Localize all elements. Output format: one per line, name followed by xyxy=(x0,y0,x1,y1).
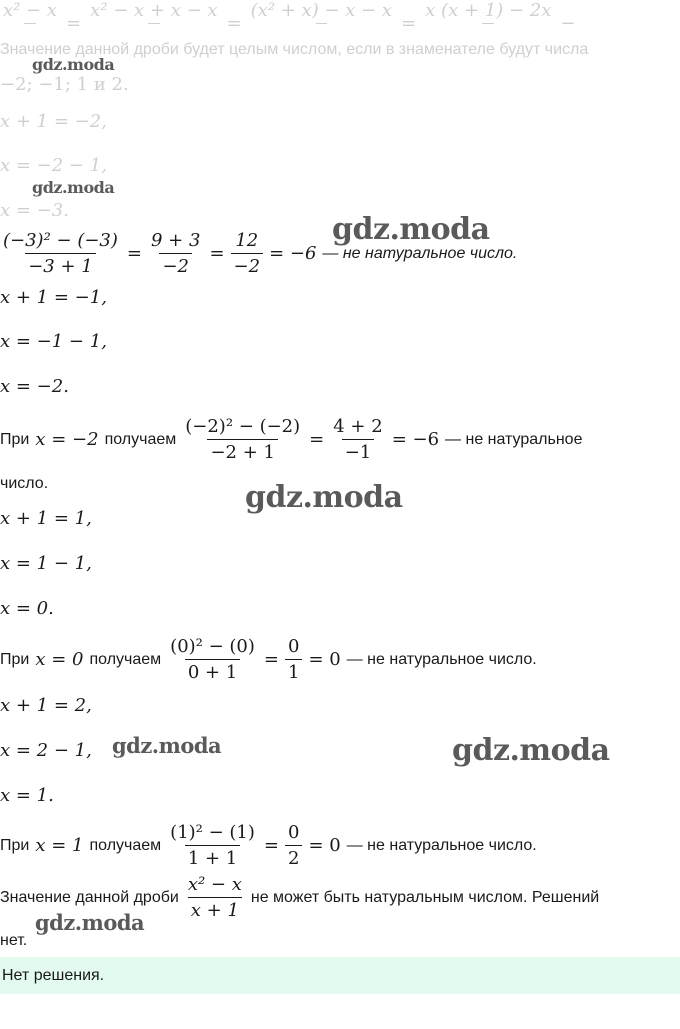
fraction-numerator: 12 xyxy=(235,230,259,251)
fraction-denominator: 0 + 1 xyxy=(185,659,240,683)
result-value: = −6 xyxy=(269,243,317,264)
note-text: — не натуральное число. xyxy=(346,836,537,854)
answer-text: Нет решения. xyxy=(2,966,105,984)
fraction-denominator: −2 + 1 xyxy=(207,439,278,463)
watermark-logo: gdz.moda xyxy=(32,55,115,74)
fraction xyxy=(285,822,302,869)
fraction-numerator: x² − x + x − x xyxy=(90,0,218,21)
fraction-numerator: (−3)² − (−3) xyxy=(3,230,118,251)
equation-line: x = 0. xyxy=(0,598,54,619)
result-value: = −6 xyxy=(391,429,440,450)
fraction xyxy=(148,230,203,277)
fraction xyxy=(167,822,258,869)
fraction-denominator: −3 + 1 xyxy=(25,253,96,277)
fraction-denominator: −2 xyxy=(231,253,264,277)
conclusion-prefix: Значение данной дроби xyxy=(0,888,179,906)
fraction-numerator: (x² + x) − x − x xyxy=(250,0,393,21)
result-value: = 0 xyxy=(308,835,341,856)
top-equation-row xyxy=(0,0,575,47)
conclusion-end: нет. xyxy=(0,932,28,949)
fraction-numerator: 9 + 3 xyxy=(151,230,201,251)
condition: x = 1 xyxy=(35,835,84,856)
fraction xyxy=(285,636,302,683)
fraction xyxy=(231,230,264,277)
verb-text: получаем xyxy=(89,650,162,668)
candidate-values: −2; −1; 1 и 2. xyxy=(0,74,129,95)
condition: x = −2 xyxy=(35,429,99,450)
equals-sign: = xyxy=(66,13,82,34)
note-continuation: число. xyxy=(0,475,49,492)
answer-box xyxy=(0,957,680,994)
equation-line: x = −3. xyxy=(0,200,69,221)
fraction-2 xyxy=(87,0,220,47)
prefix-text: При xyxy=(0,836,30,854)
equals-sign: = xyxy=(263,649,280,670)
equals-sign: = xyxy=(401,13,417,34)
equation-line: x + 1 = 1, xyxy=(0,508,92,529)
prefix-text: При xyxy=(0,430,30,448)
equation-line: x + 1 = −2, xyxy=(0,111,107,132)
fraction-numerator: 0 xyxy=(288,636,300,657)
fraction-numerator: 4 + 2 xyxy=(333,416,383,437)
case-zero-evaluation xyxy=(0,636,537,683)
watermark-logo: gdz.moda xyxy=(245,480,403,515)
equation-line: x = 2 − 1, xyxy=(0,740,92,761)
equation-line: x = −1 − 1, xyxy=(0,331,107,352)
watermark-logo: gdz.moda xyxy=(332,212,490,247)
minus-sign: − xyxy=(560,13,576,34)
fraction xyxy=(0,230,121,277)
watermark-logo: gdz.moda xyxy=(452,733,610,768)
fraction-numerator: x (x + 1) − 2x xyxy=(425,0,552,21)
case-minus-two-evaluation xyxy=(0,416,582,463)
fraction-denominator: −1 xyxy=(342,439,375,463)
verb-text: получаем xyxy=(89,836,162,854)
fraction xyxy=(182,416,303,463)
fraction-denominator: −2 xyxy=(159,253,192,277)
equals-sign: = xyxy=(263,835,280,856)
case-one-evaluation xyxy=(0,822,537,869)
fraction-numerator: (1)² − (1) xyxy=(170,822,255,843)
fraction-numerator: (0)² − (0) xyxy=(170,636,255,657)
fraction-1 xyxy=(0,0,60,47)
fraction-denominator: 1 + 1 xyxy=(185,845,240,869)
fraction xyxy=(185,874,245,921)
verb-text: получаем xyxy=(104,430,177,448)
fraction-numerator: (−2)² − (−2) xyxy=(185,416,301,437)
note-text: — не натуральное число. xyxy=(346,650,537,668)
prefix-text: При xyxy=(0,650,30,668)
equation-line: x + 1 = −1, xyxy=(0,287,107,308)
fraction-denominator: 2 xyxy=(285,845,302,869)
result-value: = 0 xyxy=(308,649,341,670)
fraction-numerator: 0 xyxy=(288,822,300,843)
paragraph-integer-condition: Значение данной дроби будет целым числом, если в знаменателе будут числа xyxy=(0,41,589,58)
equals-sign: = xyxy=(126,243,142,264)
fraction-denominator: x + 1 xyxy=(188,897,242,921)
equation-line: x = −2. xyxy=(0,376,69,397)
fraction-numerator: x² − x xyxy=(187,874,242,895)
conclusion-suffix: не может быть натуральным числом. Решений xyxy=(250,888,600,906)
fraction-numerator: x² − x xyxy=(3,0,58,21)
watermark-logo: gdz.moda xyxy=(35,910,145,935)
equation-line: x = 1 − 1, xyxy=(0,553,92,574)
fraction xyxy=(330,416,385,463)
equation-line: x + 1 = 2, xyxy=(0,695,92,716)
note-text: — не натуральное xyxy=(445,430,583,448)
watermark-logo: gdz.moda xyxy=(32,178,115,197)
equation-line: x = −2 − 1, xyxy=(0,155,107,176)
condition: x = 0 xyxy=(35,649,84,670)
equals-sign: = xyxy=(309,429,325,450)
fraction-4 xyxy=(422,0,554,47)
equation-line: x = 1. xyxy=(0,785,54,806)
watermark-logo: gdz.moda xyxy=(112,733,222,758)
fraction-denominator: 1 xyxy=(285,659,302,683)
equals-sign: = xyxy=(226,13,242,34)
note-text: — не натуральное число. xyxy=(322,244,518,262)
fraction xyxy=(167,636,258,683)
fraction-3 xyxy=(248,0,395,47)
equals-sign: = xyxy=(209,243,225,264)
